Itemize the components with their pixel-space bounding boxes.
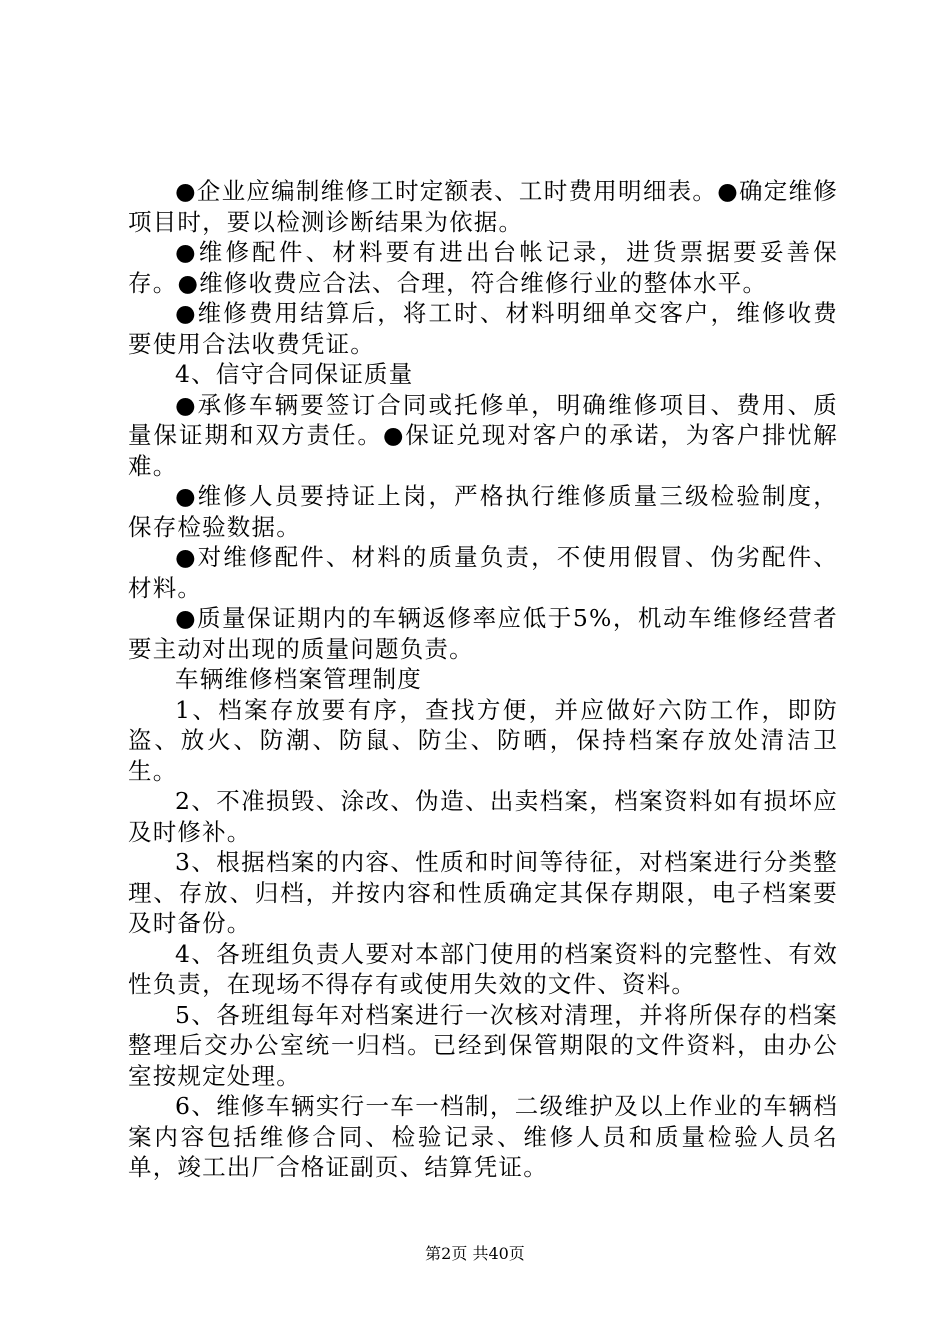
paragraph: 4、各班组负责人要对本部门使用的档案资料的完整性、有效性负责，在现场不得存有或使用失效的文件、资料。 (128, 939, 838, 998)
paragraph: ●承修车辆要签订合同或托修单，明确维修项目、费用、质量保证期和双方责任。●保证兑现对客户的承诺，为客户排忧解难。 (128, 390, 838, 480)
section-heading: 车辆维修档案管理制度 (175, 665, 422, 693)
page-number-footer: 第2页 共40页 (425, 1244, 525, 1263)
paragraph: 1、档案存放要有序，查找方便，并应做好六防工作，即防盗、放火、防潮、防鼠、防尘、防晒，保持档案存放处清洁卫生。 (128, 695, 838, 785)
paragraph: 6、维修车辆实行一车一档制，二级维护及以上作业的车辆档案内容包括维修合同、检验记录、维修人员和质量检验人员名单，竣工出厂合格证副页、结算凭证。 (128, 1092, 838, 1181)
paragraph: 3、根据档案的内容、性质和时间等待征，对档案进行分类整理、存放、归档，并按内容和性质确定其保存期限，电子档案要及时备份。 (128, 848, 838, 937)
paragraph: ●维修费用结算后，将工时、材料明细单交客户，维修收费要使用合法收费凭证。 (128, 299, 838, 358)
paragraph: ●企业应编制维修工时定额表、工时费用明细表。●确定维修项目时，要以检测诊断结果为依据。 (128, 177, 838, 236)
paragraph: 2、不准损毁、涂改、伪造、出卖档案，档案资料如有损坏应及时修补。 (128, 787, 838, 846)
paragraph: ●维修人员要持证上岗，严格执行维修质量三级检验制度，保存检验数据。 (128, 482, 838, 541)
paragraph: ●质量保证期内的车辆返修率应低于5%，机动车维修经营者要主动对出现的质量问题负责。 (128, 604, 838, 663)
paragraph: 5、各班组每年对档案进行一次核对清理，并将所保存的档案整理后交办公室统一归档。已经到保管期限的文件资料，由办公室按规定处理。 (128, 1000, 838, 1090)
paragraph: ●对维修配件、材料的质量负责，不使用假冒、伪劣配件、材料。 (128, 543, 838, 602)
paragraph: ●维修配件、材料要有进出台帐记录，进货票据要妥善保存。●维修收费应合法、合理，符合维修行业的整体水平。 (128, 238, 838, 297)
section-heading: 4、信守合同保证质量 (175, 360, 414, 388)
document-body (128, 176, 838, 1183)
